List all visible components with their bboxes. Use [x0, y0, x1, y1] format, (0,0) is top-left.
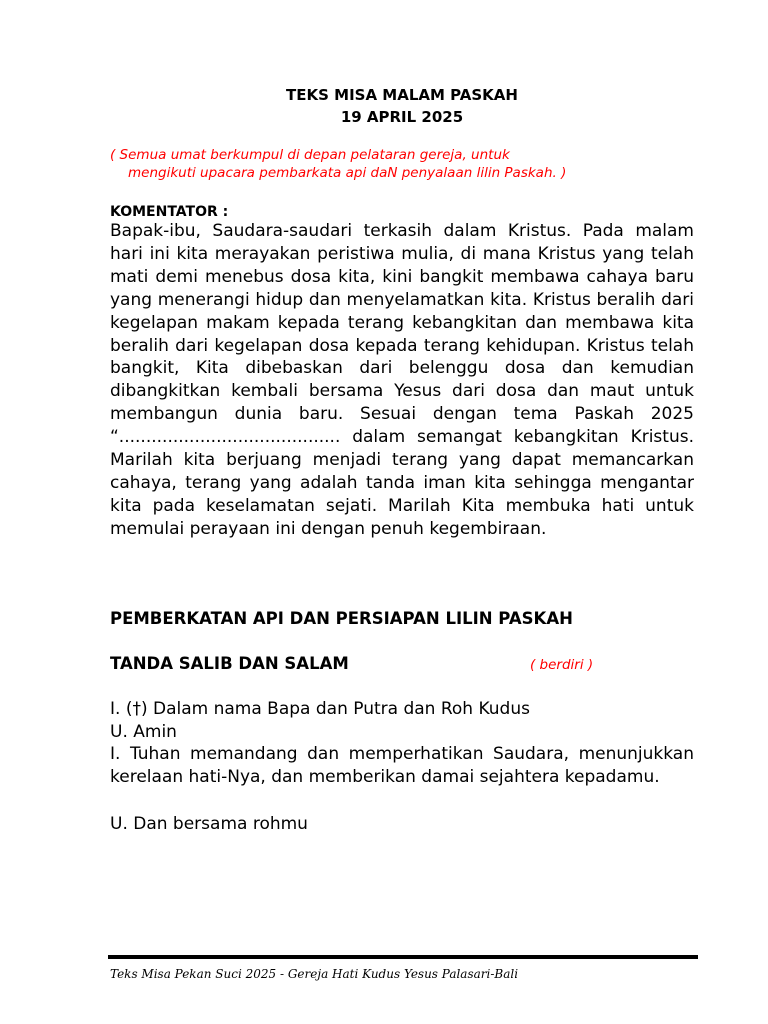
intro-rubric-line-1: ( Semua umat berkumpul di depan pelataran gereja, untuk [110, 147, 510, 163]
dialogue-line-3: I. Tuhan memandang dan memperhatikan Saudara, menunjukkan kerelaan hati-Nya, dan memberikan damai sejahtera kepadamu. [110, 744, 694, 787]
document-date: 19 APRIL 2025 [340, 108, 464, 126]
footer-rule [108, 955, 698, 959]
dialogue-line-2: U. Amin [110, 722, 177, 742]
komentator-text: Bapak-ibu, Saudara-saudari terkasih dalam Kristus. Pada malam hari ini kita merayakan peristiwa mulia, di mana Kristus yang telah mati demi menebus dosa kita, kini bangkit membawa cahaya baru yang menerangi hidup dan menyelamatkan kita. Kristus beralih dari kegelapan makam kepada terang kebangkitan dan membawa kita beralih dari kegelapan dosa kepada terang kehidupan. Kristus telah bangkit, Kita dibebaskan dari belenggu dosa dan kemudian dibangkitkan kembali bersama Yesus dari dosa dan maut untuk membangun dunia baru. Sesuai dengan tema Paskah 2025 “......................................... dalam semangat kebangkitan Kristus. Marilah kita berjuang menjadi terang yang dapat memancarkan cahaya, terang yang adalah tanda iman kita sehingga mengantar kita pada keselamatan sejati. Marilah Kita membuka hati untuk memulai perayaan ini dengan penuh kegembiraan. [110, 221, 694, 539]
document-title: TEKS MISA MALAM PASKAH [286, 86, 518, 104]
section-heading-pemberkatan: PEMBERKATAN API DAN PERSIAPAN LILIN PASKAH [110, 609, 573, 628]
dialogue-line-1: I. (†) Dalam nama Bapa dan Putra dan Roh Kudus [110, 699, 530, 719]
footer-text: Teks Misa Pekan Suci 2025 - Gereja Hati Kudus Yesus Palasari-Bali [110, 967, 519, 981]
komentator-label: KOMENTATOR : [110, 204, 229, 220]
berdiri-rubric: ( berdiri ) [530, 657, 594, 673]
intro-rubric-line-2: mengikuti upacara pembarkata api daN penyalaan lilin Paskah. ) [128, 165, 567, 181]
section-heading-tanda-salib: TANDA SALIB DAN SALAM [110, 654, 349, 673]
dialogue-line-4: U. Dan bersama rohmu [110, 814, 308, 834]
